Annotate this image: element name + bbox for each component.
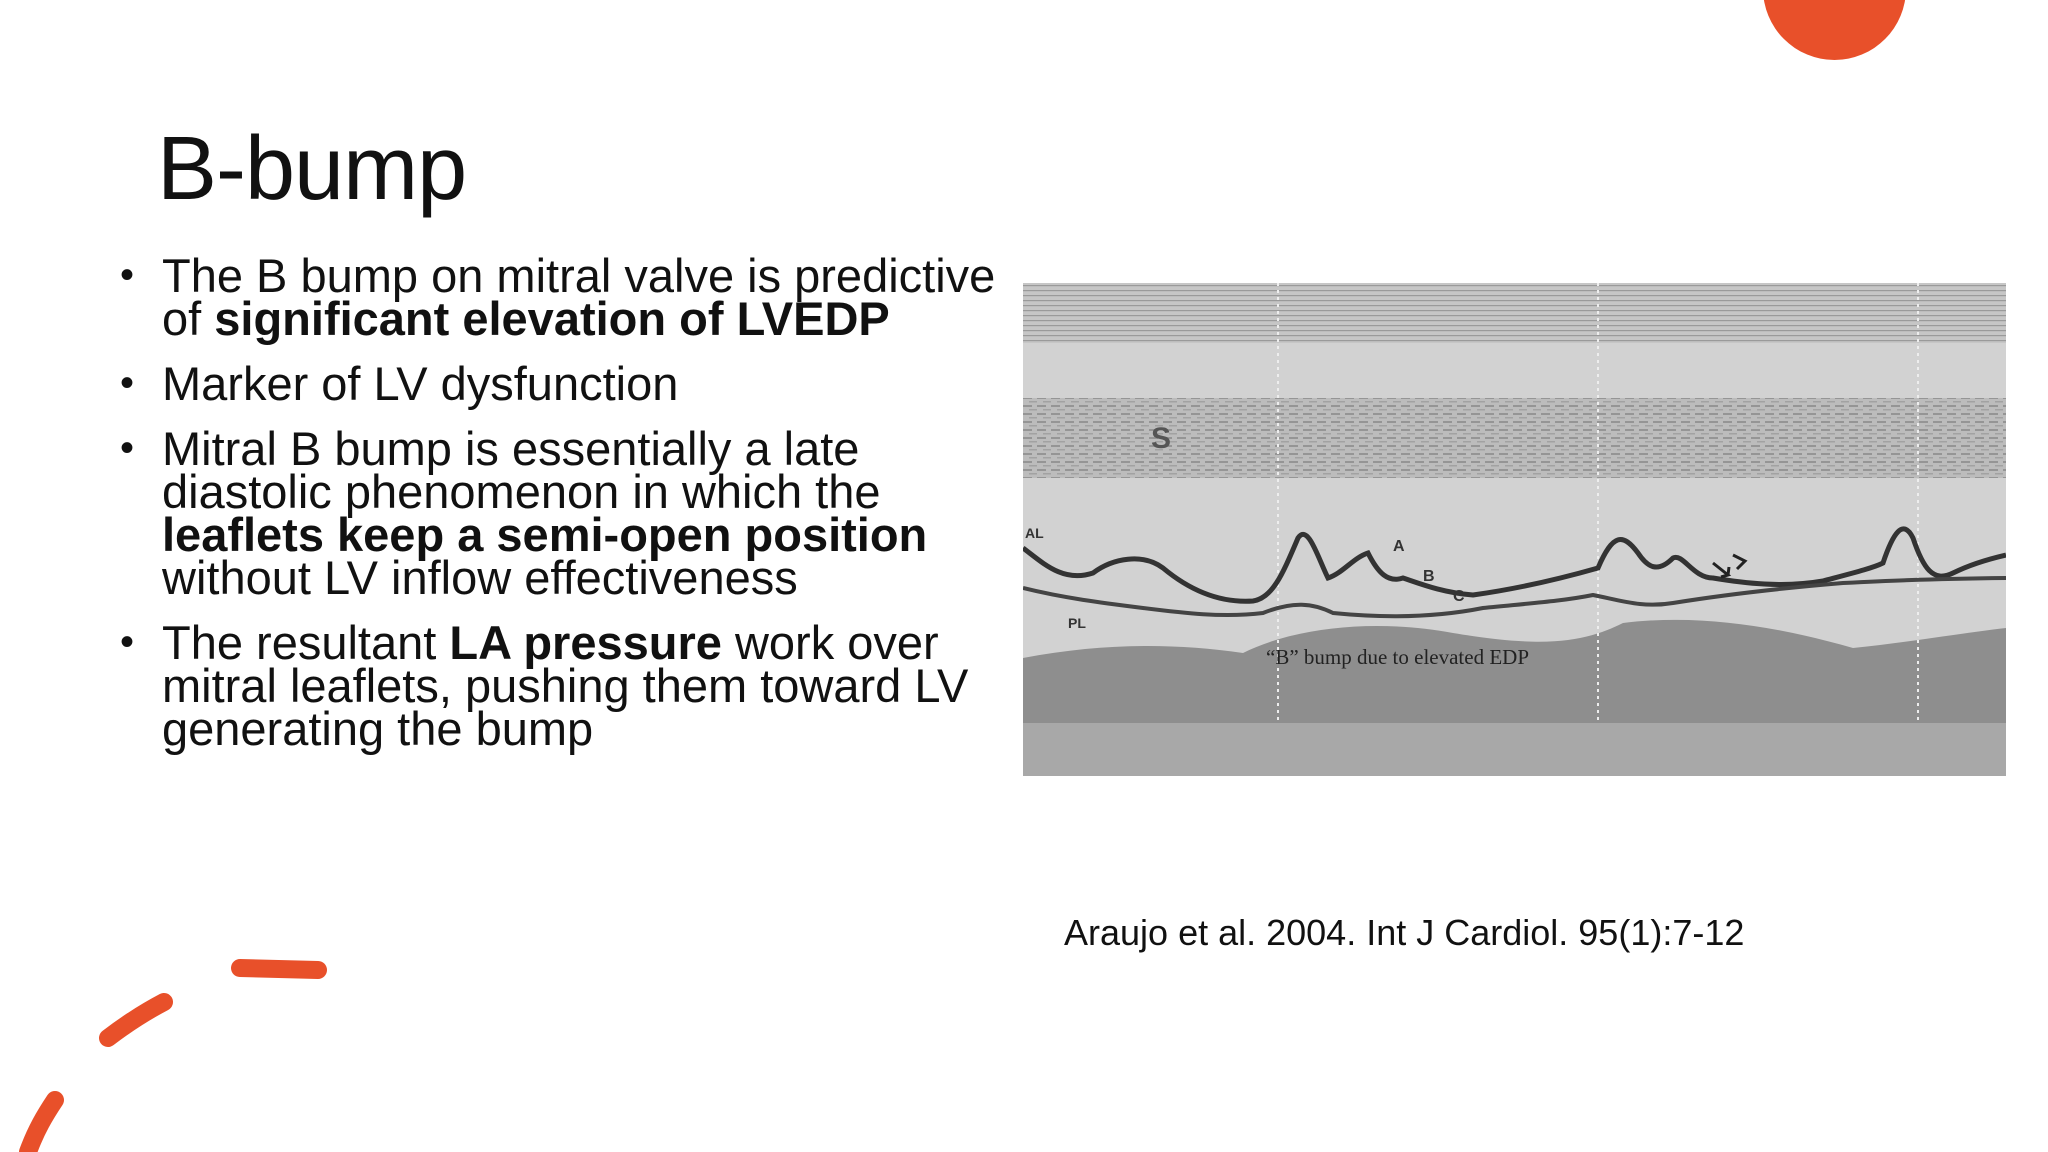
decorative-circle: [1763, 0, 1906, 60]
scan-lines-top: [1023, 283, 2006, 343]
dash-segment: [240, 968, 318, 970]
bullet-item-1: [120, 249, 1020, 345]
label-a: A: [1393, 538, 1405, 555]
mmode-echo-figure: [1023, 283, 2006, 776]
bullet-dot-icon: •: [120, 426, 135, 470]
bullet-dot-icon: •: [120, 620, 135, 664]
label-b: B: [1423, 568, 1435, 585]
bullet-text: Mitral B bump is essentially a late diastolic phenomenon in which the: [162, 422, 881, 518]
bullet-text: without LV inflow effectiveness: [162, 551, 798, 604]
bullet-text: The B bump on mitral valve is predictive of: [162, 249, 996, 345]
figure-caption: “B” bump due to elevated EDP: [1266, 645, 1530, 669]
slide-title: B-bump: [157, 119, 467, 219]
label-s: S: [1151, 422, 1172, 455]
bullet-list: [120, 249, 1020, 772]
decorative-dashed-arc: [0, 940, 340, 1152]
dash-segment: [28, 1100, 55, 1152]
bullet-bold-text: leaflets keep a semi-open position: [162, 508, 928, 561]
bullet-text: Marker of LV dysfunction: [162, 357, 679, 410]
bullet-dot-icon: •: [120, 253, 135, 297]
bullet-bold-text: significant elevation of LVEDP: [214, 292, 890, 345]
dash-segment: [108, 1002, 164, 1038]
bullet-bold-text: LA pressure: [449, 616, 722, 669]
bottom-band: [1023, 723, 2006, 776]
bullet-dot-icon: •: [120, 361, 135, 405]
bullet-text: The resultant: [162, 616, 450, 669]
bullet-text: work over mitral leaflets, pushing them toward LV generating the bump: [162, 616, 969, 755]
label-c: C: [1453, 588, 1465, 605]
bullet-item-4: [120, 616, 1020, 755]
bullet-item-2: [120, 357, 1020, 410]
label-pl: PL: [1068, 615, 1086, 631]
bullet-item-3: [120, 422, 1020, 604]
label-al: AL: [1025, 525, 1044, 541]
citation: Araujo et al. 2004. Int J Cardiol. 95(1):7-12: [1064, 912, 1745, 953]
